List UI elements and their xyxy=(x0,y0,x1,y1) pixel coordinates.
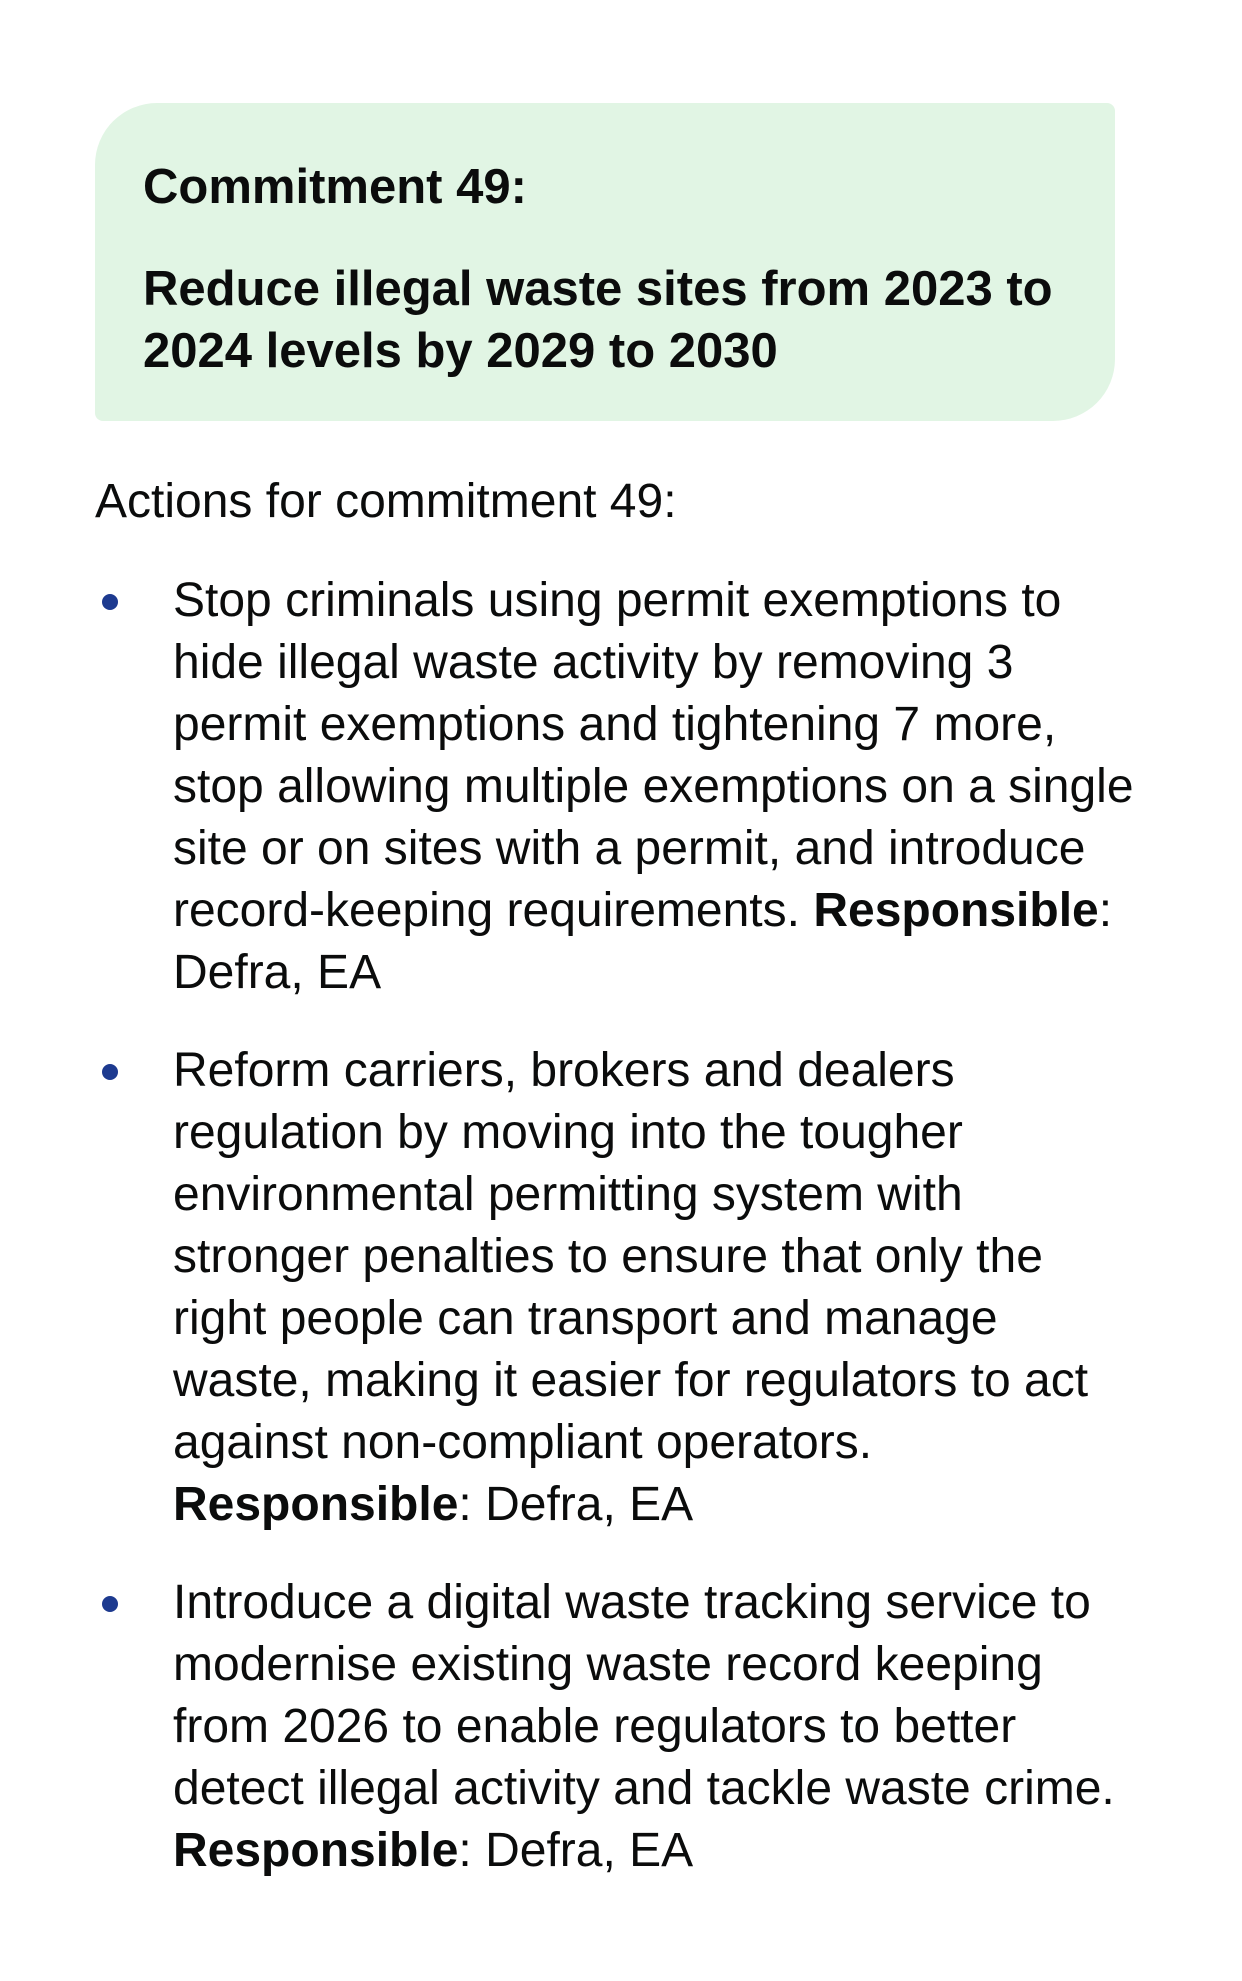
responsible-value: : Defra, EA xyxy=(173,884,1113,999)
responsible-label: Responsible xyxy=(813,884,1099,937)
action-text: Reform carriers, brokers and dealers regulation by moving into the tougher environmental permitting system with stronger penalties to ensure that only the right people can transport and manage waste, making it easier for regulators to act against non-compliant operators. xyxy=(173,1044,1089,1469)
commitment-callout xyxy=(95,103,1115,421)
actions-list xyxy=(95,570,1135,1918)
responsible-label: Responsible xyxy=(173,1824,459,1877)
action-item xyxy=(95,1572,1135,1882)
action-item xyxy=(95,1040,1135,1536)
bullet-icon xyxy=(102,1596,118,1612)
responsible-label: Responsible xyxy=(173,1478,459,1531)
commitment-title: Reduce illegal waste sites from 2023 to 2024 levels by 2029 to 2030 xyxy=(143,262,1053,378)
action-text: Stop criminals using permit exemptions to hide illegal waste activity by removing 3 permit exemptions and tightening 7 more, stop allowing multiple exemptions on a single site or on sites with a permit, and introduce record-keeping requirements. xyxy=(173,574,1134,937)
responsible-value: : Defra, EA xyxy=(458,1478,694,1531)
commitment-label: Commitment 49: xyxy=(143,160,527,214)
bullet-icon xyxy=(102,594,118,610)
action-text: Introduce a digital waste tracking service to modernise existing waste record keeping from 2026 to enable regulators to better detect illegal activity and tackle waste crime. xyxy=(173,1576,1115,1815)
responsible-value: : Defra, EA xyxy=(458,1824,694,1877)
bullet-icon xyxy=(102,1064,118,1080)
action-item xyxy=(95,570,1135,1004)
actions-intro: Actions for commitment 49: xyxy=(95,475,677,528)
